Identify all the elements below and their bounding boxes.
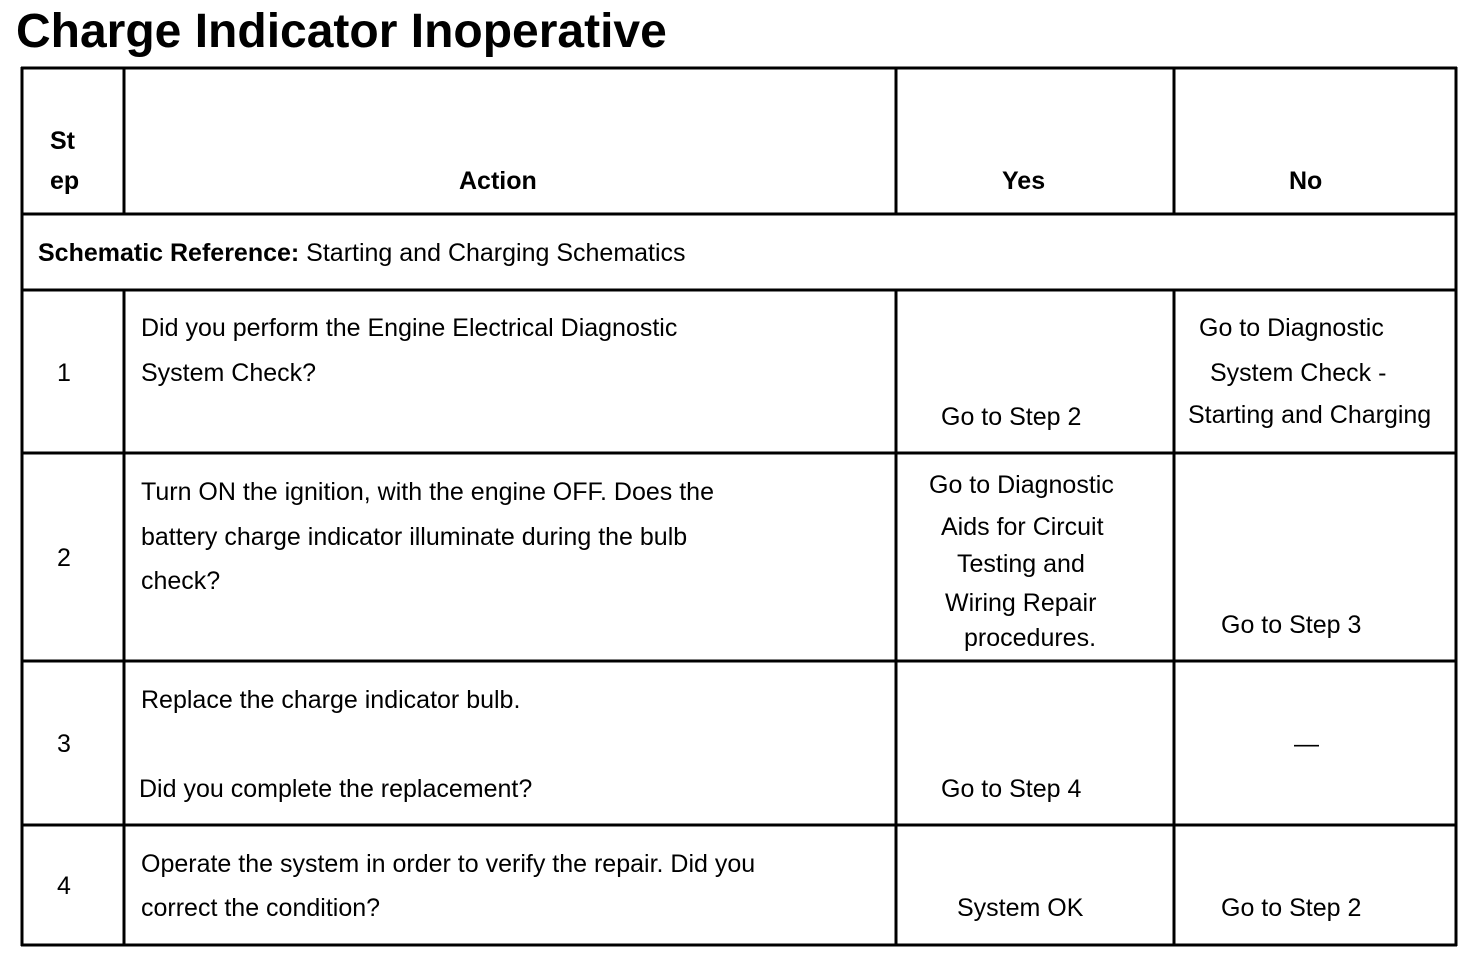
row-2-yes-line2: Aids for Circuit xyxy=(941,513,1104,541)
header-action: Action xyxy=(459,167,537,195)
row-1-no-line3: Starting and Charging xyxy=(1188,401,1432,429)
row-2-action-line3: check? xyxy=(141,567,221,595)
page-title: Charge Indicator Inoperative xyxy=(16,5,667,58)
row-4-action-line2: correct the condition? xyxy=(141,894,381,922)
schematic-reference xyxy=(38,238,686,268)
row-2-step: 2 xyxy=(57,544,71,572)
row-1-no-line2: System Check - xyxy=(1210,359,1387,387)
schematic-label: Schematic Reference: xyxy=(38,239,300,267)
schematic-value: Starting and Charging Schematics xyxy=(299,239,686,267)
row-3-action-line1: Replace the charge indicator bulb. xyxy=(141,686,521,714)
row-2-yes-line1: Go to Diagnostic xyxy=(929,471,1114,499)
row-2-action-line2: battery charge indicator illuminate during the bulb xyxy=(141,523,688,551)
row-1-action-line1: Did you perform the Engine Electrical Diagnostic xyxy=(141,314,678,342)
row-3-yes: Go to Step 4 xyxy=(941,775,1082,803)
row-2-no: Go to Step 3 xyxy=(1221,611,1362,639)
row-4-step: 4 xyxy=(57,872,71,900)
row-3-action-line2: Did you complete the replacement? xyxy=(139,775,533,803)
header-step-line1: St xyxy=(50,127,75,155)
row-2-yes-line5: procedures. xyxy=(964,624,1097,652)
row-2-yes-line3: Testing and xyxy=(957,550,1085,578)
header-step-line2: ep xyxy=(50,167,80,195)
row-4-yes: System OK xyxy=(957,894,1084,922)
header-yes: Yes xyxy=(1002,167,1046,195)
row-3-no: — xyxy=(1294,730,1319,758)
row-1-action-line2: System Check? xyxy=(141,359,317,387)
row-4-no: Go to Step 2 xyxy=(1221,894,1362,922)
row-1-yes: Go to Step 2 xyxy=(941,403,1082,431)
row-3-step: 3 xyxy=(57,730,71,758)
header-no: No xyxy=(1289,167,1323,195)
row-1-step: 1 xyxy=(57,359,71,387)
row-1-no-line1: Go to Diagnostic xyxy=(1199,314,1384,342)
row-2-yes-line4: Wiring Repair xyxy=(945,589,1097,617)
row-2-action-line1: Turn ON the ignition, with the engine OFF. Does the xyxy=(141,478,714,506)
row-4-action-line1: Operate the system in order to verify the repair. Did you xyxy=(141,850,756,878)
header-step xyxy=(50,126,79,196)
